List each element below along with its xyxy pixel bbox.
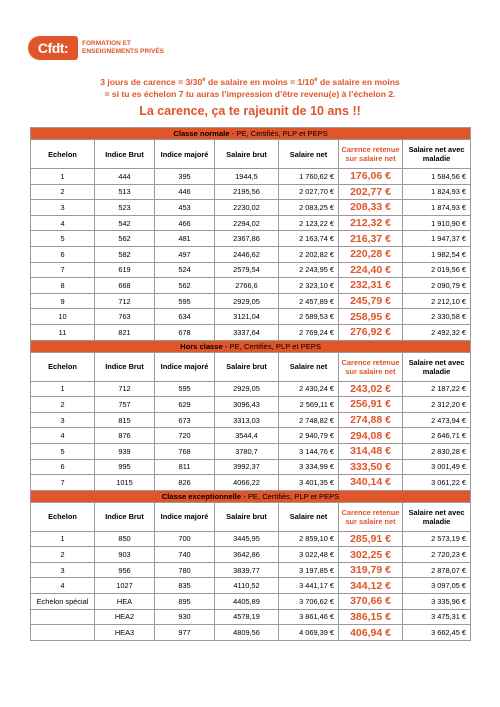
- table-cell: 2230,02: [215, 200, 279, 216]
- table-cell: 2 569,11 €: [279, 397, 339, 413]
- table-cell: 3 061,22 €: [403, 475, 471, 491]
- table-cell: 5: [31, 443, 95, 459]
- table-row: [31, 381, 471, 397]
- table-row: [31, 428, 471, 444]
- table-cell: 3 475,31 €: [403, 609, 471, 625]
- logo-text: [82, 40, 164, 56]
- table-cell: 1 824,93 €: [403, 184, 471, 200]
- carence-cell: 243,02 €: [339, 381, 403, 397]
- table-cell: 763: [95, 309, 155, 325]
- table-cell: 2 748,82 €: [279, 412, 339, 428]
- table-cell: 4578,19: [215, 609, 279, 625]
- carence-cell: 276,92 €: [339, 324, 403, 340]
- table-cell: 895: [155, 594, 215, 610]
- table-cell: HEA2: [95, 609, 155, 625]
- table-cell: 811: [155, 459, 215, 475]
- table-row: [31, 246, 471, 262]
- header-row: [31, 140, 471, 169]
- table-cell: 1 947,37 €: [403, 231, 471, 247]
- table-cell: 4809,56: [215, 625, 279, 641]
- table-cell: 582: [95, 246, 155, 262]
- table-cell: 444: [95, 169, 155, 185]
- carence-cell: 245,79 €: [339, 293, 403, 309]
- intro-line-2: = si tu es échelon 7 tu auras l’impression d’être revenu(e) à l’échelon 2.: [104, 88, 396, 99]
- table-cell: 562: [95, 231, 155, 247]
- carence-cell: 340,14 €: [339, 475, 403, 491]
- table-cell: 3544,4: [215, 428, 279, 444]
- carence-cell: 370,66 €: [339, 594, 403, 610]
- table-cell: 2 473,94 €: [403, 412, 471, 428]
- table-cell: 673: [155, 412, 215, 428]
- table-cell: 876: [95, 428, 155, 444]
- column-header: Carence retenue sur salaire net: [339, 352, 403, 381]
- carence-cell: 208,33 €: [339, 200, 403, 216]
- table-cell: 3642,86: [215, 547, 279, 563]
- section-title: Classe normale - PE, Certifiés, PLP et PEPS: [31, 128, 471, 140]
- column-header: Indice majoré: [155, 352, 215, 381]
- table-cell: 930: [155, 609, 215, 625]
- table-cell: 2 859,10 €: [279, 531, 339, 547]
- table-cell: 1 874,93 €: [403, 200, 471, 216]
- table-row: [31, 475, 471, 491]
- table-row: [31, 262, 471, 278]
- column-header: Indice majoré: [155, 502, 215, 531]
- carence-cell: 216,37 €: [339, 231, 403, 247]
- carence-cell: 302,25 €: [339, 547, 403, 563]
- table-row: [31, 184, 471, 200]
- table-cell: 10: [31, 309, 95, 325]
- column-header: Indice majoré: [155, 140, 215, 169]
- table-cell: 3992,37: [215, 459, 279, 475]
- table-cell: 595: [155, 293, 215, 309]
- table-cell: 595: [155, 381, 215, 397]
- table-cell: 1 584,56 €: [403, 169, 471, 185]
- table-cell: HEA3: [95, 625, 155, 641]
- table-row: [31, 459, 471, 475]
- table-cell: 481: [155, 231, 215, 247]
- table-cell: 956: [95, 562, 155, 578]
- table-row: [31, 324, 471, 340]
- table-cell: 562: [155, 278, 215, 294]
- table-cell: 513: [95, 184, 155, 200]
- table-cell: 2 589,53 €: [279, 309, 339, 325]
- section-title-row: [31, 128, 471, 140]
- column-header: Salaire brut: [215, 502, 279, 531]
- table-cell: 1: [31, 381, 95, 397]
- table-cell: 2 330,58 €: [403, 309, 471, 325]
- table-cell: 2 940,79 €: [279, 428, 339, 444]
- table-cell: 2195,56: [215, 184, 279, 200]
- table-cell: 2 123,22 €: [279, 215, 339, 231]
- carence-cell: 319,79 €: [339, 562, 403, 578]
- column-header: Indice Brut: [95, 352, 155, 381]
- table-cell: 5: [31, 231, 95, 247]
- carence-cell: 386,15 €: [339, 609, 403, 625]
- table-cell: 2 212,10 €: [403, 293, 471, 309]
- table-row: [31, 278, 471, 294]
- table-cell: [31, 609, 95, 625]
- table-cell: 542: [95, 215, 155, 231]
- logo-line-1: FORMATION ET: [82, 40, 131, 47]
- table-cell: 2579,54: [215, 262, 279, 278]
- table-cell: 3313,03: [215, 412, 279, 428]
- table-cell: 1027: [95, 578, 155, 594]
- table-cell: 497: [155, 246, 215, 262]
- column-header: Salaire net avec maladie: [403, 502, 471, 531]
- table-cell: 2 243,95 €: [279, 262, 339, 278]
- column-header: Salaire net: [279, 352, 339, 381]
- table-cell: 466: [155, 215, 215, 231]
- column-header: Salaire brut: [215, 352, 279, 381]
- table-cell: 524: [155, 262, 215, 278]
- table-cell: [31, 625, 95, 641]
- table-cell: 3 662,45 €: [403, 625, 471, 641]
- table-cell: 3: [31, 200, 95, 216]
- table-cell: 3 001,49 €: [403, 459, 471, 475]
- section-title: Classe exceptionnelle - PE, Certifiés, PLP et PEPS: [31, 490, 471, 502]
- table-cell: 2446,62: [215, 246, 279, 262]
- carence-cell: 258,95 €: [339, 309, 403, 325]
- table-cell: 757: [95, 397, 155, 413]
- intro-line-1: 3 jours de carence = $3/30^e$ de salaire en moins = $1/10^e$ de salaire en moins: [100, 76, 400, 87]
- table-cell: 2 323,10 €: [279, 278, 339, 294]
- table-cell: 523: [95, 200, 155, 216]
- table-cell: 3780,7: [215, 443, 279, 459]
- table-cell: 2 878,07 €: [403, 562, 471, 578]
- table-cell: 2929,05: [215, 293, 279, 309]
- table-row: [31, 200, 471, 216]
- table-row: [31, 412, 471, 428]
- header-row: [31, 352, 471, 381]
- table-cell: 2 830,28 €: [403, 443, 471, 459]
- table-cell: 7: [31, 475, 95, 491]
- carence-cell: 294,08 €: [339, 428, 403, 444]
- table-cell: Echelon spécial: [31, 594, 95, 610]
- column-header: Echelon: [31, 140, 95, 169]
- carence-cell: 314,48 €: [339, 443, 403, 459]
- carence-cell: 406,94 €: [339, 625, 403, 641]
- carence-cell: 220,28 €: [339, 246, 403, 262]
- table-cell: 939: [95, 443, 155, 459]
- table-cell: 2 083,25 €: [279, 200, 339, 216]
- table-cell: 2 090,79 €: [403, 278, 471, 294]
- table-cell: 2 019,56 €: [403, 262, 471, 278]
- table-cell: 4110,52: [215, 578, 279, 594]
- column-header: Salaire brut: [215, 140, 279, 169]
- table-cell: 4066,22: [215, 475, 279, 491]
- carence-cell: 176,06 €: [339, 169, 403, 185]
- table-cell: 4: [31, 578, 95, 594]
- column-header: Indice Brut: [95, 502, 155, 531]
- section-title-row: [31, 490, 471, 502]
- table-cell: 835: [155, 578, 215, 594]
- column-header: Salaire net avec maladie: [403, 352, 471, 381]
- table-cell: 2 573,19 €: [403, 531, 471, 547]
- table-cell: 2: [31, 397, 95, 413]
- table-row: [31, 562, 471, 578]
- table-cell: 619: [95, 262, 155, 278]
- table-cell: 3 144,76 €: [279, 443, 339, 459]
- table-row: [31, 309, 471, 325]
- table-cell: 740: [155, 547, 215, 563]
- logo-badge: Cfdt:: [28, 36, 78, 60]
- logo-line-2: ENSEIGNEMENTS PRIVÉS: [82, 48, 164, 55]
- table-cell: 4 069,39 €: [279, 625, 339, 641]
- table-cell: 2 646,71 €: [403, 428, 471, 444]
- table-cell: 3 861,46 €: [279, 609, 339, 625]
- table-cell: 3 197,85 €: [279, 562, 339, 578]
- table-cell: 821: [95, 324, 155, 340]
- column-header: Carence retenue sur salaire net: [339, 502, 403, 531]
- table-row: [31, 531, 471, 547]
- table-cell: 2: [31, 184, 95, 200]
- carence-cell: 212,32 €: [339, 215, 403, 231]
- table-cell: 11: [31, 324, 95, 340]
- table-row: [31, 609, 471, 625]
- table-cell: 2 769,24 €: [279, 324, 339, 340]
- salary-tables: [30, 127, 470, 641]
- carence-cell: 256,91 €: [339, 397, 403, 413]
- table-cell: 700: [155, 531, 215, 547]
- table-cell: 395: [155, 169, 215, 185]
- table-row: [31, 215, 471, 231]
- table-cell: 629: [155, 397, 215, 413]
- table-cell: 3: [31, 562, 95, 578]
- table-row: [31, 443, 471, 459]
- cfdt-logo: [28, 36, 164, 60]
- table-cell: 6: [31, 246, 95, 262]
- table-cell: 6: [31, 459, 95, 475]
- table-cell: 2766,6: [215, 278, 279, 294]
- table-cell: 1 910,90 €: [403, 215, 471, 231]
- table-cell: 3 097,05 €: [403, 578, 471, 594]
- table-row: [31, 397, 471, 413]
- table-cell: 2 457,89 €: [279, 293, 339, 309]
- table-cell: 3: [31, 412, 95, 428]
- table-cell: 2 163,74 €: [279, 231, 339, 247]
- table-row: [31, 293, 471, 309]
- column-header: Carence retenue sur salaire net: [339, 140, 403, 169]
- table-cell: HEA: [95, 594, 155, 610]
- table-cell: 720: [155, 428, 215, 444]
- carence-cell: 274,88 €: [339, 412, 403, 428]
- table-cell: 3 441,17 €: [279, 578, 339, 594]
- carence-cell: 224,40 €: [339, 262, 403, 278]
- table-cell: 826: [155, 475, 215, 491]
- carence-cell: 285,91 €: [339, 531, 403, 547]
- table-row: [31, 578, 471, 594]
- table-cell: 815: [95, 412, 155, 428]
- table-cell: 2 492,32 €: [403, 324, 471, 340]
- column-header: Salaire net: [279, 502, 339, 531]
- table-cell: 1: [31, 169, 95, 185]
- table-cell: 453: [155, 200, 215, 216]
- table-cell: 850: [95, 531, 155, 547]
- table-cell: 1: [31, 531, 95, 547]
- table-cell: 2 187,22 €: [403, 381, 471, 397]
- table-cell: 3 335,96 €: [403, 594, 471, 610]
- carence-cell: 232,31 €: [339, 278, 403, 294]
- table-row: [31, 169, 471, 185]
- column-header: Echelon: [31, 502, 95, 531]
- table-cell: 4: [31, 428, 95, 444]
- table-cell: 678: [155, 324, 215, 340]
- table-row: [31, 594, 471, 610]
- header-row: [31, 502, 471, 531]
- table-cell: 4405,89: [215, 594, 279, 610]
- section-title-row: [31, 340, 471, 352]
- table-row: [31, 547, 471, 563]
- table-cell: 3 401,35 €: [279, 475, 339, 491]
- table-cell: 2 312,20 €: [403, 397, 471, 413]
- table-cell: 9: [31, 293, 95, 309]
- table-cell: 2294,02: [215, 215, 279, 231]
- table-cell: 3 706,62 €: [279, 594, 339, 610]
- carence-cell: 202,77 €: [339, 184, 403, 200]
- intro-text: [0, 74, 500, 100]
- section-title: Hors classe - PE, Certifiés, PLP et PEPS: [31, 340, 471, 352]
- table-cell: 2 027,70 €: [279, 184, 339, 200]
- table-row: [31, 231, 471, 247]
- table-cell: 2 720,23 €: [403, 547, 471, 563]
- table-cell: 8: [31, 278, 95, 294]
- column-header: Indice Brut: [95, 140, 155, 169]
- table-cell: 3337,64: [215, 324, 279, 340]
- column-header: Salaire net avec maladie: [403, 140, 471, 169]
- table-cell: 1944,5: [215, 169, 279, 185]
- carence-cell: 333,50 €: [339, 459, 403, 475]
- table-cell: 2 430,24 €: [279, 381, 339, 397]
- table-cell: 768: [155, 443, 215, 459]
- carence-cell: 344,12 €: [339, 578, 403, 594]
- table-cell: 3121,04: [215, 309, 279, 325]
- table-cell: 3839,77: [215, 562, 279, 578]
- table-cell: 977: [155, 625, 215, 641]
- table-cell: 668: [95, 278, 155, 294]
- table-cell: 903: [95, 547, 155, 563]
- table-cell: 3 334,99 €: [279, 459, 339, 475]
- table-cell: 2929,05: [215, 381, 279, 397]
- table-cell: 2 202,82 €: [279, 246, 339, 262]
- table-cell: 446: [155, 184, 215, 200]
- table-cell: 2367,86: [215, 231, 279, 247]
- table-cell: 712: [95, 381, 155, 397]
- table-cell: 2: [31, 547, 95, 563]
- table-cell: 4: [31, 215, 95, 231]
- column-header: Salaire net: [279, 140, 339, 169]
- salary-table: [30, 127, 471, 641]
- table-cell: 1015: [95, 475, 155, 491]
- column-header: Echelon: [31, 352, 95, 381]
- table-cell: 1 760,62 €: [279, 169, 339, 185]
- table-cell: 995: [95, 459, 155, 475]
- headline: La carence, ça te rajeunit de 10 ans !!: [139, 104, 361, 118]
- table-cell: 780: [155, 562, 215, 578]
- table-row: [31, 625, 471, 641]
- table-cell: 634: [155, 309, 215, 325]
- table-cell: 3445,95: [215, 531, 279, 547]
- table-cell: 712: [95, 293, 155, 309]
- table-cell: 3 022,48 €: [279, 547, 339, 563]
- table-cell: 3096,43: [215, 397, 279, 413]
- table-cell: 1 982,54 €: [403, 246, 471, 262]
- table-cell: 7: [31, 262, 95, 278]
